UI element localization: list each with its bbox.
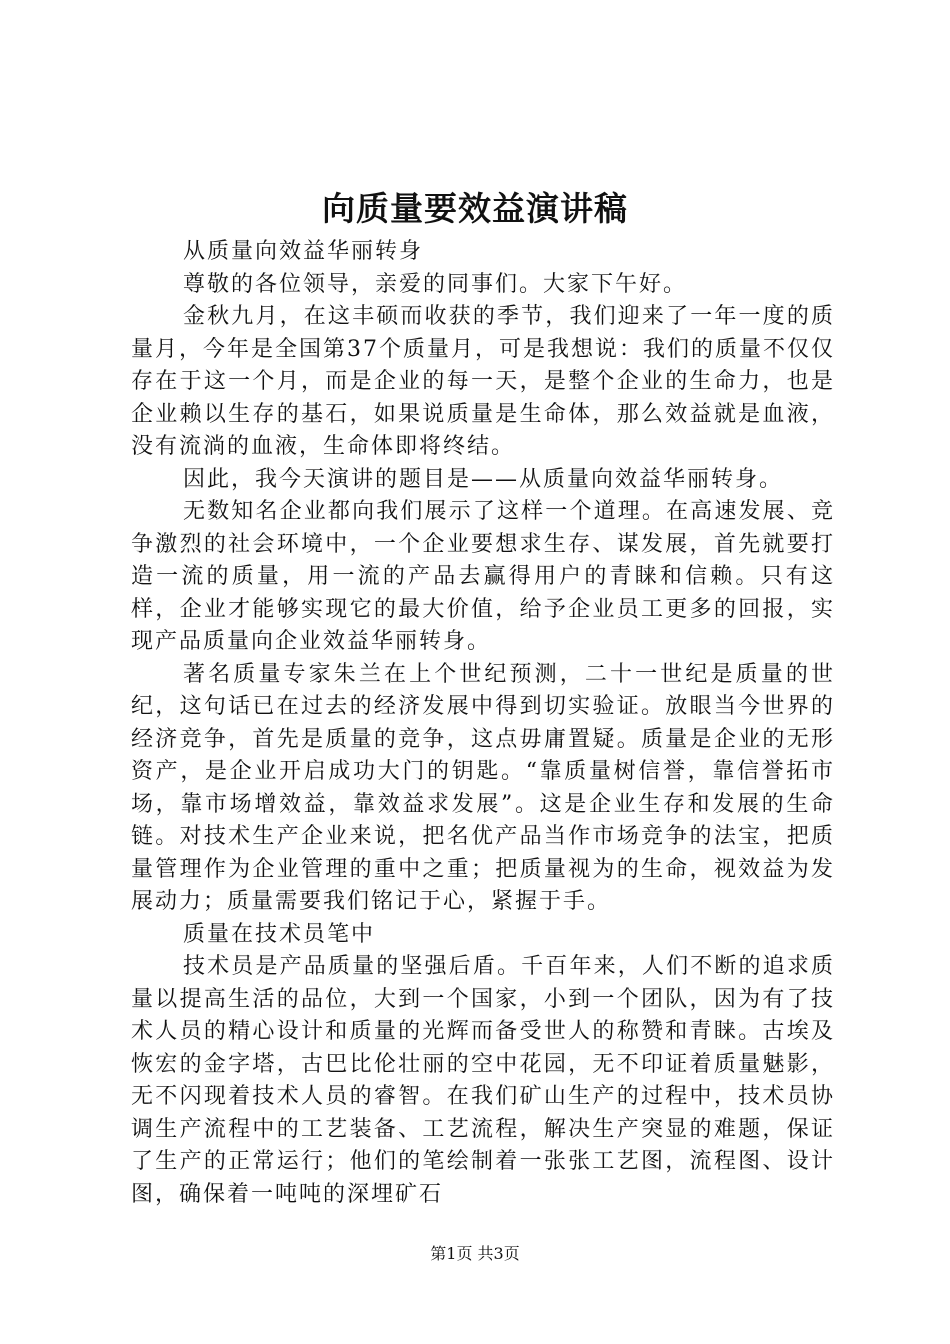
- paragraph-subtitle: 从质量向效益华丽转身: [183, 239, 424, 264]
- document-title: 向质量要效益演讲稿: [322, 189, 628, 228]
- paragraph: 因此，我今天演讲的题目是——从质量向效益华丽转身。: [183, 466, 784, 492]
- section-heading: 质量在技术员笔中: [183, 921, 376, 947]
- paragraph: 金秋九月，在这丰硕而收获的季节，我们迎来了一年一度的质量月，今年是全国第37个质量月，可是我想说：我们的质量不仅仅存在于这一个月，而是企业的每一天，是整个企业的生命力，也是企业赖以生存的基石，如果说质量是生命体，那么效益就是血液，没有流淌的血液，生命体即将终结。: [131, 304, 835, 459]
- page-footer: 第1页 共3页: [430, 1244, 520, 1263]
- paragraph: 技术员是产品质量的坚强后盾。千百年来，人们不断的追求质量以提高生活的品位，大到一个国家，小到一个团队，因为有了技术人员的精心设计和质量的光辉而备受世人的称赞和青睐。古埃及恢宏的金字塔，古巴比伦壮丽的空中花园，无不印证着质量魅影，无不闪现着技术人员的睿智。在我们矿山生产的过程中，技术员协调生产流程中的工艺装备、工艺流程，解决生产突显的难题，保证了生产的正常运行；他们的笔绘制着一张张工艺图，流程图、设计图，确保着一吨吨的深埋矿石: [131, 954, 835, 1207]
- paragraph-greeting: 尊敬的各位领导，亲爱的同事们。大家下午好。: [183, 271, 688, 297]
- document-body: [131, 236, 835, 1211]
- paragraph: 无数知名企业都向我们展示了这样一个道理。在高速发展、竞争激烈的社会环境中，一个企业要想求生存、谋发展，首先就要打造一流的质量，用一流的产品去赢得用户的青睐和信赖。只有这样，企业才能够实现它的最大价值，给予企业员工更多的回报，实现产品质量向企业效益华丽转身。: [131, 499, 835, 654]
- paragraph: 著名质量专家朱兰在上个世纪预测，二十一世纪是质量的世纪，这句话已在过去的经济发展中得到切实验证。放眼当今世界的经济竞争，首先是质量的竞争，这点毋庸置疑。质量是企业的无形资产，是企业开启成功大门的钥匙。“靠质量树信誉，靠信誉拓市场，靠市场增效益，靠效益求发展”。这是企业生存和发展的生命链。对技术生产企业来说，把名优产品当作市场竞争的法宝，把质量管理作为企业管理的重中之重；把质量视为的生命，视效益为发展动力；质量需要我们铭记于心，紧握于手。: [131, 661, 835, 914]
